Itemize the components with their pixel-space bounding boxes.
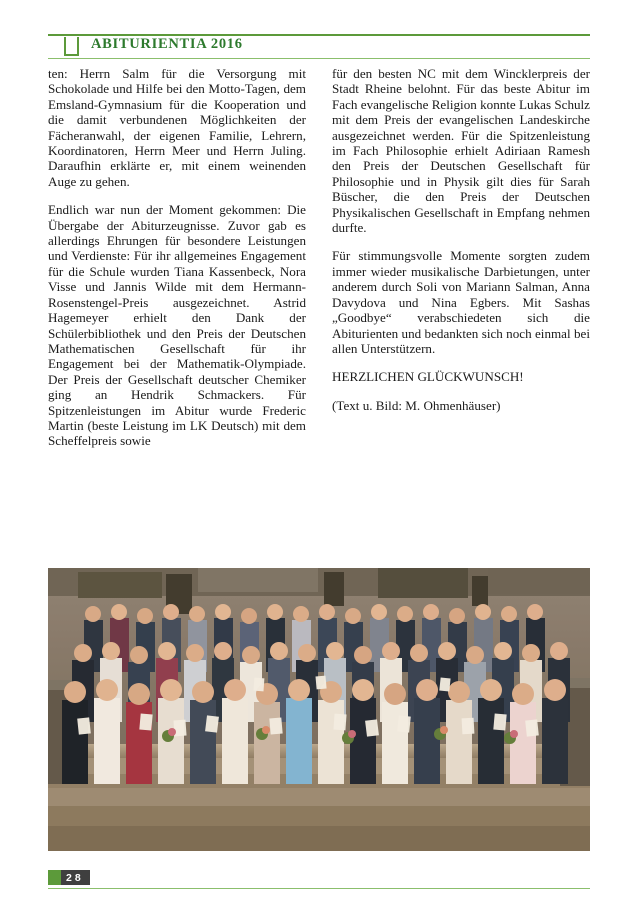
left-column [48,66,306,449]
bookmark-icon [64,37,79,56]
page-header [48,28,590,54]
paragraph: Für stimmungsvolle Momente sorgten zudem immer wieder musikalische Darbietungen, unter anderem durch Soli von Mariann Salman, Anna Davydova und Nina Egbers. Mit Sashas „Goodbye“ verabschiedeten sich die Abiturienten und bedankten sich noch einmal bei allen Unterstützern. [332,248,590,356]
congratulations-line: HERZLICHEN GLÜCKWUNSCH! [332,369,524,385]
paragraph: Endlich war nun der Moment gekommen: Die Übergabe der Abiturzeugnisse. Zuvor gab es allerdings Ehrungen für besondere Leistungen und Verdienste: Für ihr allgemeines Engagement für die Schule wurden Tiana Kassenbeck, Nora Visse und Jannis Wilde mit dem Hermann-Rosenstengel-Preis ausgezeichnet. Astrid Hagemeyer erhielt den Dank der Schülerbibliothek und den Preis der Deutschen Mathematischen Gesellschaft für ihr Engagement bei der Mathematik-Olympiade. Der Preis der Gesellschaft deutscher Chemiker ging an Hendrik Schmackers. Für Spitzenleistungen im Abitur wurde Frederic Martin (beste Leistung im LK Deutsch) mit dem Scheffelpreis sowie [48,202,306,449]
footer-rule [48,888,590,889]
page-title: ABITURIENTIA 2016 [91,36,243,52]
header-rule-bottom [48,58,590,59]
page-number [48,870,90,885]
page-number-value: 28 [61,870,90,885]
page-number-swatch [48,870,61,885]
group-photo-image [48,568,590,851]
group-photo [48,568,590,851]
page-footer [48,868,590,890]
credit-line: (Text u. Bild: M. Ohmenhäuser) [332,397,501,413]
paragraph: ten: Herrn Salm für die Versorgung mit Schokolade und Hilfe bei den Motto-Tagen, dem Emsland-Gymnasium für die Kooperation und die damit verbundenen Möglichkeiten der Fächeranwahl, der eigenen Familie, Lehrern, Koordinatoren, Herrn Meer und Herrn Juling. Daraufhin erklärte er, mit einem weinenden Auge zu gehen. [48,66,306,189]
paragraph: für den besten NC mit dem Wincklerpreis der Stadt Rheine belohnt. Für das beste Abitur im Fach evangelische Religion konnte Lukas Schulz mit dem Preis der evangelischen Landeskirche ausgezeichnet werden. Für die Spitzenleistung im Fach Philosophie erhielt Adiriaan Ramesh den Preis der Deutschen Gesellschaft für Philosophie und in Physik gilt dies für Sarah Büscher, die den Preis der Deutschen Physikalischen Gesellschaft in Empfang nehmen durfte. [332,66,590,236]
right-column [332,66,590,449]
article-body [48,66,590,449]
